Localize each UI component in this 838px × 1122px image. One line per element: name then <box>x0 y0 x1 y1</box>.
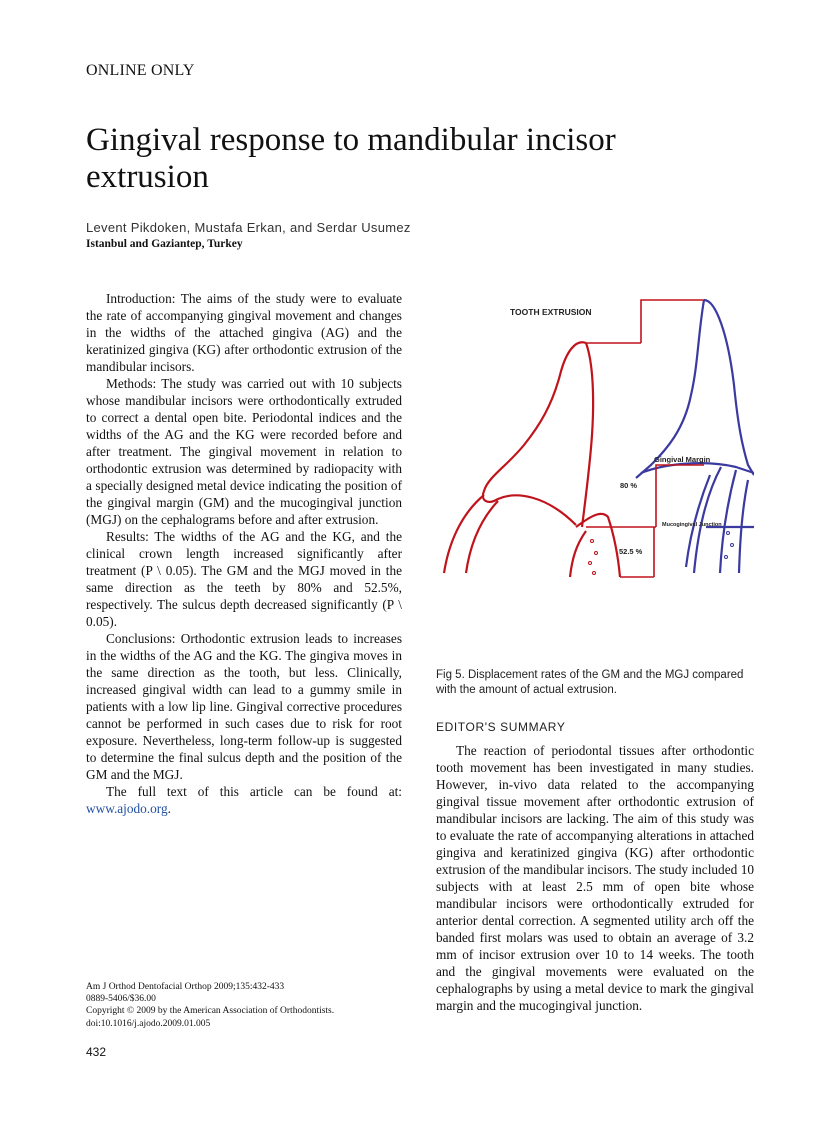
citation-doi: doi:10.1016/j.ajodo.2009.01.005 <box>86 1018 211 1029</box>
fulltext-note <box>86 783 402 817</box>
before-crown-back <box>582 343 593 527</box>
citation-block <box>86 981 406 1030</box>
article-title: Gingival response to mandibular incisor extrusion <box>86 122 616 195</box>
label-gingival-margin: Gingival Margin <box>654 455 711 464</box>
abstract-conclusions: Conclusions: Orthodontic extrusion leads to increases in the widths of the AG and the KG. The gingiva moves in the same direction as the tooth, but less. Clinically, increased gingival width can lead to a gummy smile in patients with a low lip line. Gingival corrective procedures cannot be performed in such cases due to risk for root exposure. Nevertheless, long-term follow-up is suggested to determine the final sulcus depth and the position of the GM and the MGJ. <box>86 631 402 782</box>
figure-5 <box>436 295 754 580</box>
fulltext-suffix: . <box>167 801 171 816</box>
editors-summary-heading: EDITOR'S SUMMARY <box>436 720 566 734</box>
fulltext-prefix: The full text of this article can be found at: <box>106 784 402 799</box>
section-label: ONLINE ONLY <box>86 62 195 79</box>
author-list: Levent Pikdoken, Mustafa Erkan, and Serdar Usumez <box>86 220 411 235</box>
figure-caption: Fig 5. Displacement rates of the GM and the MGJ compared with the amount of actual extrusion. <box>436 669 744 696</box>
after-crown-outline <box>704 300 754 475</box>
before-bone-marks <box>589 540 598 575</box>
label-tooth-extrusion: TOOTH EXTRUSION <box>510 307 592 317</box>
extrusion-bracket <box>641 300 704 343</box>
label-gm-percent: 80 % <box>620 481 638 490</box>
abstract-introduction: Introduction: The aims of the study were to evaluate the rate of accompanying gingival movement and changes in the widths of the attached gingiva (AG) and the keratinized gingiva (KG) after orthodontic extrusion of the mandibular incisors. <box>86 291 402 374</box>
before-crown-outline <box>483 342 586 525</box>
label-mgj-percent: 52.5 % <box>619 547 643 556</box>
after-root-2 <box>720 470 736 573</box>
after-bone-marks <box>725 532 734 559</box>
before-gingiva <box>576 514 620 577</box>
after-tooth-labial <box>636 300 704 478</box>
citation-issn: 0889-5406/$36.00 <box>86 994 156 1005</box>
before-root-3 <box>570 531 586 577</box>
citation-copyright: Copyright © 2009 by the American Association of Orthodontists. <box>86 1006 335 1017</box>
abstract <box>86 290 402 817</box>
extrusion-diagram <box>436 295 754 580</box>
before-root-1 <box>444 495 484 573</box>
after-root-4 <box>686 475 710 567</box>
extrusion-indicators <box>586 300 704 577</box>
page-number: 432 <box>86 1045 107 1059</box>
fulltext-link[interactable]: www.ajodo.org <box>86 801 168 816</box>
abstract-methods: Methods: The study was carried out with 10 subjects whose mandibular incisors were orthodontically extruded to correct a dental open bite. Periodontal indices and the widths of the AG and the KG were recorded before and after treatment. The gingival movement in relation to orthodontic extrusion was determined by radiopacity with a specially designed metal device indicating the position of the gingival margin (GM) and the mucogingival junction (MGJ) on the cephalograms before and after extrusion. <box>86 376 402 527</box>
before-root-2 <box>466 501 498 573</box>
label-mucogingival-junction: Mucogingival Junction <box>662 522 722 528</box>
citation-journal: Am J Orthod Dentofacial Orthop 2009;135:432-433 <box>86 982 285 992</box>
editors-summary-text: The reaction of periodontal tissues after orthodontic tooth movement has been investigated in many studies. However, in-vivo data related to the accompanying gingival tissue movement after orthodontic extrusion of mandibular incisors are lacking. The aim of this study was to evaluate the rate of accompanying alterations in attached gingiva and keratinized gingiva (KG) after orthodontic extrusion of the mandibular incisors. The study included 10 subjects with at least 2.5 mm of open bite whose mandibular incisors were orthodontically extruded for anterior dental correction. A segmented utility arch off the banded first molars was used to obtain an average of 3.2 mm of incisor extrusion over 10 to 14 weeks. The tooth and the gingival movements were evaluated on the cephalographs by using a metal device to mark the gingival margin and the mucogingival junction. <box>436 743 754 1013</box>
affiliation: Istanbul and Gaziantep, Turkey <box>86 238 243 250</box>
abstract-results: Results: The widths of the AG and the KG, and the clinical crown length increased significantly after treatment (P \ 0.05). The GM and the MGJ moved in the same direction as the teeth by 80% and 52.5%, respectively. The sulcus depth decreased significantly (P \ 0.05). <box>86 529 402 629</box>
